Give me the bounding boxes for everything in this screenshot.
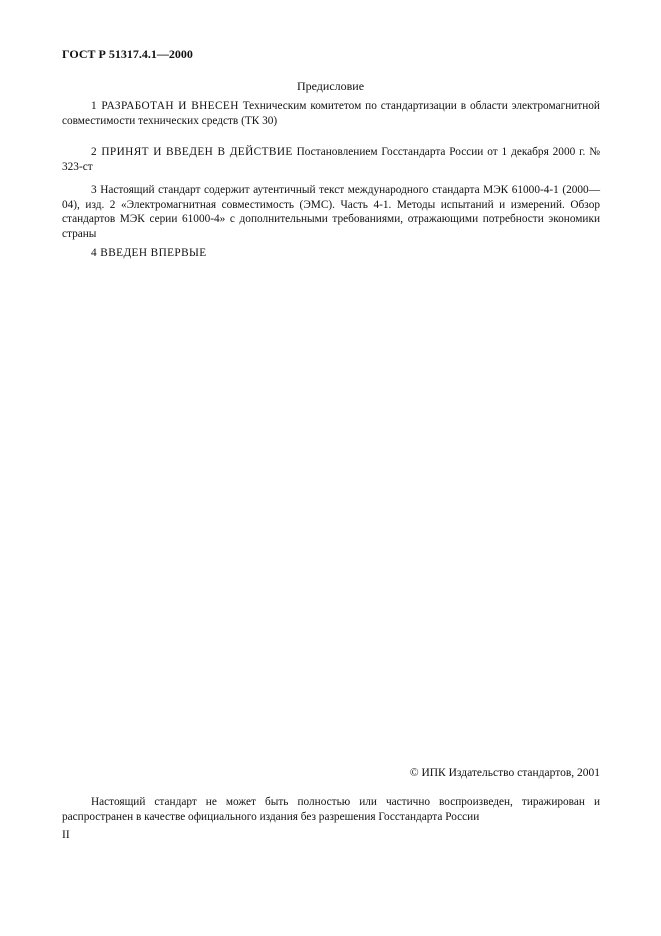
copyright-line: © ИПК Издательство стандартов, 2001: [409, 767, 600, 779]
preface-item-3-text: 3 Настоящий стандарт содержит аутентичный текст международного стандарта МЭК 61000-4-1 (2000—04), изд. 2 «Электромагнитная совместимость (ЭМС). Часть 4-1. Методы испытаний и измерений. Обзор стандартов МЭК серии 61000-4» с дополнительными требованиями, отражающими потребности экономики страны: [62, 184, 600, 240]
preface-item-2-caps: 2 ПРИНЯТ И ВВЕДЕН В ДЕЙСТВИЕ: [91, 146, 293, 158]
preface-item-4: [62, 246, 600, 261]
preface-item-1-text: Техническим комитетом по стандартизации в области электромагнитной совместимости технических средств (ТК 30): [62, 100, 600, 127]
preface-item-4-caps: 4 ВВЕДЕН ВПЕРВЫЕ: [91, 247, 207, 259]
preface-title: Предисловие: [296, 79, 365, 93]
standard-code-header: ГОСТ Р 51317.4.1—2000: [62, 47, 193, 61]
preface-item-1-caps: 1 РАЗРАБОТАН И ВНЕСЕН: [91, 100, 239, 112]
preface-item-3: [62, 183, 600, 241]
preface-item-2-text: Постановлением Госстандарта России от 1 декабря 2000 г. № 323-ст: [62, 146, 600, 173]
preface-item-1: [62, 99, 600, 128]
preface-item-2: [62, 145, 600, 174]
page-number: II: [62, 829, 70, 841]
reproduction-notice: Настоящий стандарт не может быть полностью или частично воспроизведен, тиражирован и распространен в качестве официального издания без разрешения Госстандарта России: [62, 796, 600, 823]
